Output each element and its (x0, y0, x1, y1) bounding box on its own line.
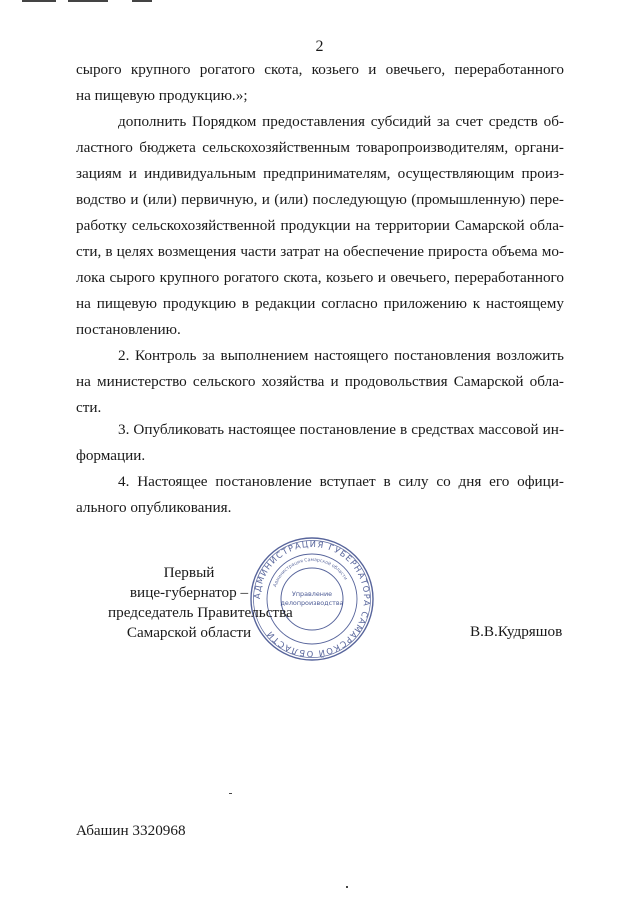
scan-edge-marks (0, 0, 639, 6)
paragraph-line: водство и (или) первичную, и (или) последующую (промышленную) пере- (76, 191, 564, 208)
signature-title-line: Самарской области (126, 624, 252, 641)
paragraph-line: зациям и индивидуальным предпринимателям, осуществляющим произ- (76, 165, 564, 182)
paragraph-4 (76, 417, 564, 469)
paragraph-5 (76, 469, 564, 521)
paragraph-line: на пищевую продукцию.»; (76, 87, 248, 104)
stamp-center-line-1: Управление (291, 590, 333, 598)
scan-speck (229, 793, 232, 794)
paragraph-line: формации. (76, 447, 146, 464)
paragraph-line: ального опубликования. (76, 499, 232, 516)
signature-title-line: вице-губернатор – (129, 584, 249, 601)
paragraph-line: лока сырого крупного рогатого скота, козьего и овечьего, переработанного (76, 269, 564, 286)
paragraph-line: работку сельскохозяйственной продукции на территории Самарской обла- (76, 217, 564, 234)
paragraph-line: на пищевую продукцию в редакции согласно приложению к настоящему (76, 295, 564, 312)
paragraph-line: постановлению. (76, 321, 181, 338)
paragraph-2 (76, 109, 564, 343)
paragraph-line: сырого крупного рогатого скота, козьего и овечьего, переработанного (76, 61, 564, 78)
signature-title-block (108, 563, 293, 643)
paragraph-line: ластного бюджета сельскохозяйственным товаропроизводителям, органи- (76, 139, 564, 156)
signature-title-line: Первый (163, 564, 215, 581)
paragraph-line: 4. Настоящее постановление вступает в силу со дня его офици- (118, 473, 564, 490)
paragraph-line: на министерство сельского хозяйства и продовольствия Самарской обла- (76, 373, 564, 390)
paragraph-line: 3. Опубликовать настоящее постановление в средствах массовой ин- (118, 421, 564, 438)
signatory-name: В.В.Кудряшов (470, 623, 563, 640)
paragraph-line: сти. (76, 399, 102, 416)
stamp-inner-text: Администрация Самарской области (273, 557, 348, 588)
signature-title-line: председатель Правительства (108, 604, 293, 621)
paragraph-line: сти, в целях возмещения части затрат на обеспечение прироста объема мо- (76, 243, 564, 260)
stamp-center-line-2: делопроизводства (280, 599, 344, 607)
paragraph-3 (76, 343, 564, 421)
stamp-outer-text: АДМИНИСТРАЦИЯ ГУБЕРНАТОРА САМАРСКОЙ ОБЛАСТИ (251, 538, 373, 660)
scan-speck (346, 886, 348, 888)
paragraph-1 (76, 57, 564, 109)
executor-reference: Абашин 3320968 (76, 822, 186, 839)
paragraph-line: дополнить Порядком предоставления субсидий за счет средств об- (118, 113, 564, 130)
page-number: 2 (315, 38, 324, 55)
paragraph-line: 2. Контроль за выполнением настоящего постановления возложить (118, 347, 564, 364)
